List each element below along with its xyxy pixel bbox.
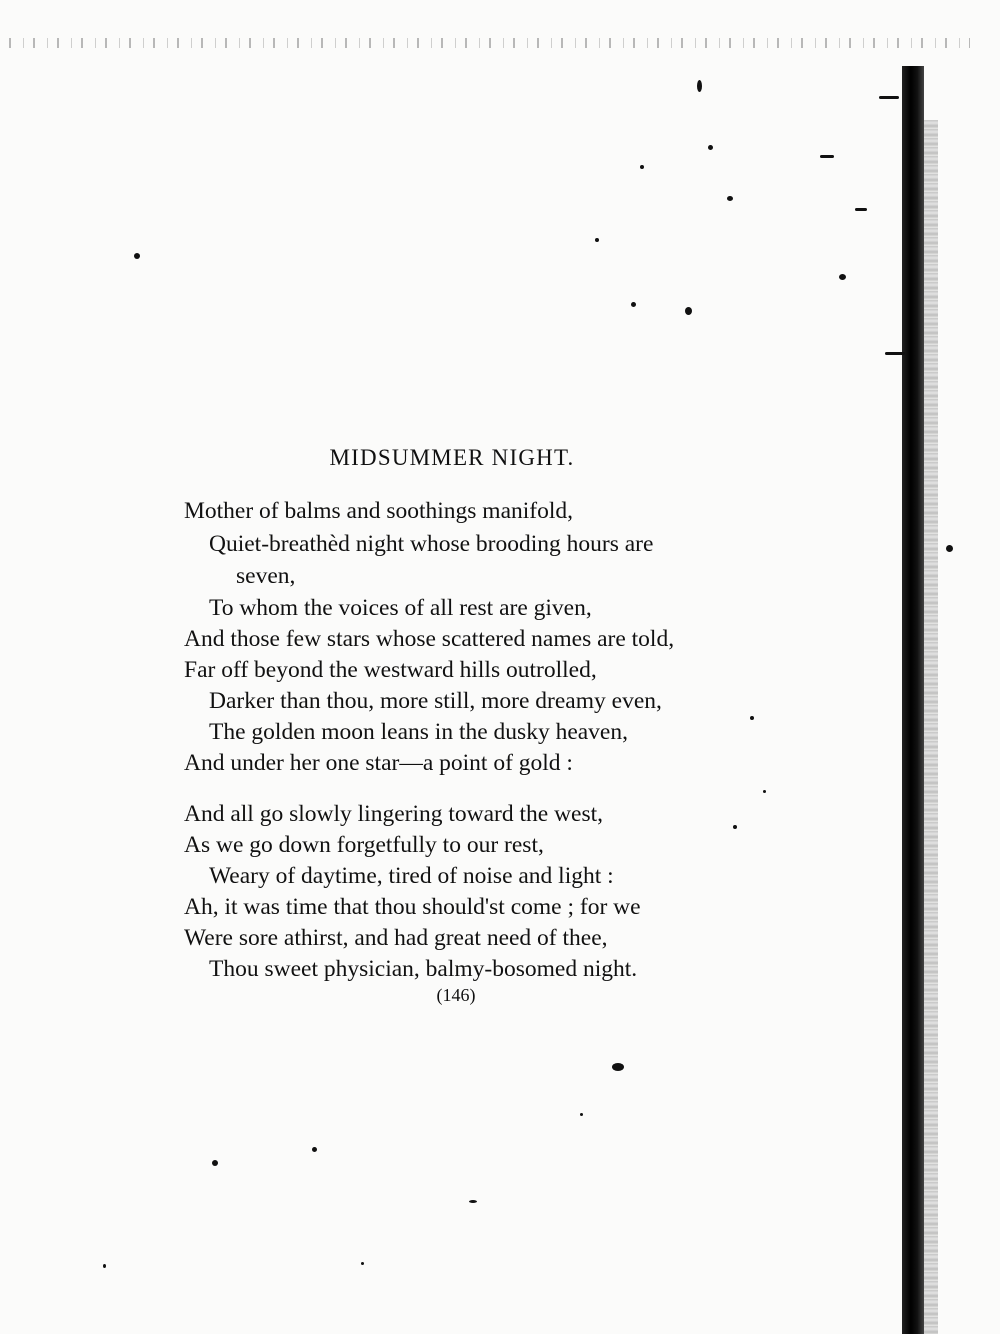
- poem-line: Weary of daytime, tired of noise and light :: [209, 863, 614, 889]
- scan-speck: [727, 196, 733, 201]
- scan-speck: [946, 545, 953, 552]
- scan-speck: [855, 208, 867, 211]
- scan-speck: [839, 274, 846, 280]
- poem-line: And under her one star—a point of gold :: [184, 750, 573, 776]
- scan-speck: [134, 253, 140, 259]
- scan-speck: [733, 825, 737, 829]
- poem-line: The golden moon leans in the dusky heaven,: [209, 719, 628, 745]
- poem-line: Mother of balms and soothings manifold,: [184, 498, 574, 524]
- poem-line: As we go down forgetfully to our rest,: [184, 832, 544, 858]
- page-number: (146): [436, 985, 476, 1005]
- book-gutter-texture: [924, 120, 938, 1334]
- scan-speck: [685, 307, 692, 315]
- scan-noise-top: [0, 38, 970, 48]
- scan-speck: [640, 165, 644, 169]
- scan-speck: [750, 716, 754, 720]
- scan-speck: [312, 1147, 317, 1152]
- poem-line: Thou sweet physician, balmy-bosomed night.: [209, 956, 638, 982]
- scan-speck: [708, 145, 713, 150]
- scan-speck: [612, 1063, 624, 1071]
- poem-line: And all go slowly lingering toward the west,: [184, 801, 604, 827]
- poem-line: Quiet-breathèd night whose brooding hours are: [209, 531, 654, 557]
- poem-line: Were sore athirst, and had great need of thee,: [184, 925, 608, 951]
- scan-speck: [697, 80, 702, 92]
- scan-speck: [879, 96, 899, 99]
- poem-line: Ah, it was time that thou should'st come ; for we: [184, 894, 641, 920]
- scan-speck: [595, 238, 599, 242]
- poem-line: To whom the voices of all rest are given,: [209, 595, 592, 621]
- scan-speck: [631, 302, 636, 307]
- book-gutter-shadow: [902, 66, 924, 1334]
- scan-speck: [885, 352, 905, 355]
- scan-speck: [212, 1160, 218, 1166]
- poem-title: MIDSUMMER NIGHT.: [329, 445, 575, 470]
- scan-speck: [580, 1113, 583, 1116]
- scan-speck: [469, 1200, 477, 1203]
- poem-line: Far off beyond the westward hills outrolled,: [184, 657, 597, 683]
- poem-line: Darker than thou, more still, more dreamy even,: [209, 688, 662, 714]
- poem-line: And those few stars whose scattered names are told,: [184, 626, 675, 652]
- scan-speck: [763, 790, 766, 793]
- scan-speck: [361, 1262, 364, 1265]
- poem-line: seven,: [236, 563, 296, 589]
- scan-speck: [103, 1264, 106, 1268]
- scan-speck: [820, 155, 834, 158]
